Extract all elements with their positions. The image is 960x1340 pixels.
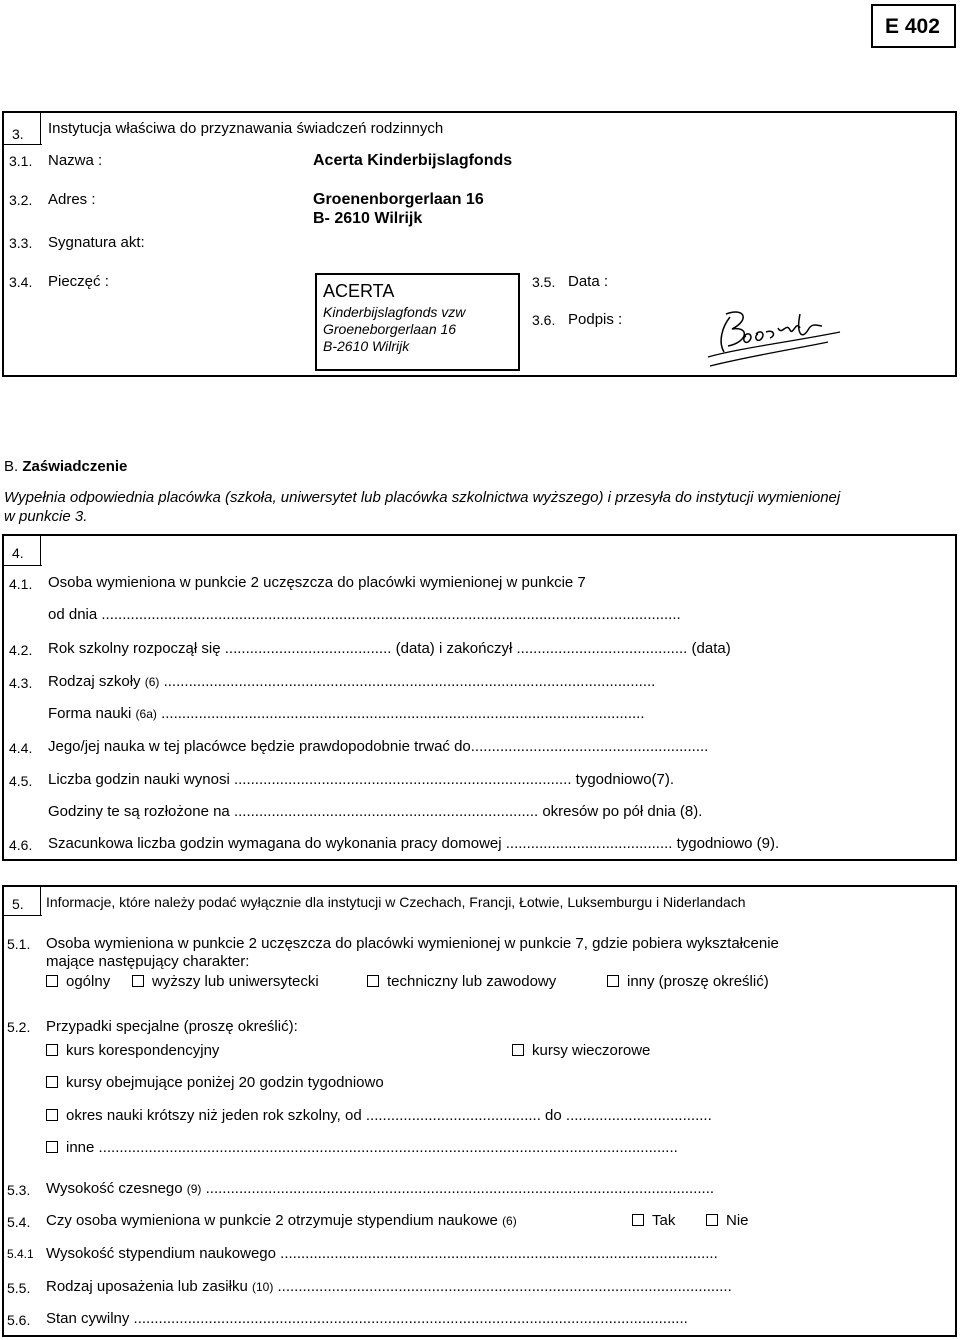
option-general-label: ogólny xyxy=(66,973,111,990)
row-5-6-text[interactable]: Stan cywilny ..................................................................................................................................... xyxy=(46,1310,688,1327)
row-5-3-line[interactable] xyxy=(46,1180,714,1197)
row-5-5-num: 5.5. xyxy=(7,1280,31,1296)
date-num: 3.5. xyxy=(532,274,556,290)
address-label: Adres : xyxy=(48,191,96,208)
option-no-label: Nie xyxy=(726,1212,749,1229)
section-b-heading xyxy=(4,458,127,475)
row-5-4-text: Czy osoba wymieniona w punkcie 2 otrzymuje stypendium naukowe xyxy=(46,1212,498,1229)
row-4-1-from-date[interactable]: od dnia ........................................................................................................................................... xyxy=(48,606,681,623)
option-evening[interactable] xyxy=(512,1042,650,1059)
row-5-4-1-text[interactable]: Wysokość stypendium naukowego ......................................................................................................... xyxy=(46,1245,718,1262)
option-yes-label: Tak xyxy=(652,1212,676,1229)
option-evening-label: kursy wieczorowe xyxy=(532,1042,651,1059)
option-technical[interactable] xyxy=(367,973,556,990)
section-b-instruction-2: w punkcie 3. xyxy=(4,508,88,525)
row-5-3-ref: (9) xyxy=(186,1182,202,1196)
stamp-label: Pieczęć : xyxy=(48,273,109,290)
option-other[interactable] xyxy=(607,973,769,990)
name-num: 3.1. xyxy=(9,153,33,169)
row-4-5b-text[interactable]: Godziny te są rozłożone na ......................................................................... okresów po pół dnia (8). xyxy=(48,803,703,820)
row-4-3b-line[interactable] xyxy=(48,705,645,722)
option-higher[interactable] xyxy=(132,973,319,990)
option-inne-label: inne ........................................................................................................................................... xyxy=(66,1139,678,1156)
row-5-5-ref: (10) xyxy=(251,1280,274,1294)
row-4-6-text[interactable]: Szacunkowa liczba godzin wymagana do wykonania pracy domowej ........................................ tygodniowo (9). xyxy=(48,835,780,852)
name-label: Nazwa : xyxy=(48,152,103,169)
option-higher-label: wyższy lub uniwersytecki xyxy=(152,973,319,990)
stamp-box xyxy=(315,273,520,371)
row-5-5-dots: ............................................................................................................. xyxy=(277,1278,732,1295)
checkbox[interactable] xyxy=(46,1109,58,1121)
section-3-number: 3. xyxy=(12,126,24,142)
section-3-title-divider xyxy=(2,144,42,145)
stamp-line-3: Groeneborgerlaan 16 xyxy=(323,321,457,337)
checkbox[interactable] xyxy=(706,1214,718,1226)
name-value: Acerta Kinderbijslagfonds xyxy=(313,152,513,169)
signature-image xyxy=(700,302,845,372)
row-4-2-text[interactable]: Rok szkolny rozpoczął się ........................................ (data) i zakończył ......................................... (data) xyxy=(48,640,731,657)
row-4-1-num: 4.1. xyxy=(9,576,33,592)
checkbox[interactable] xyxy=(46,1044,58,1056)
option-under-20-label: kursy obejmujące poniżej 20 godzin tygodniowo xyxy=(66,1074,384,1091)
row-5-3-text: Wysokość czesnego xyxy=(46,1180,183,1197)
section-3-title: Instytucja właściwa do przyznawania świadczeń rodzinnych xyxy=(48,120,444,137)
address-line-1: Groenenborgerlaan 16 xyxy=(313,191,484,208)
stamp-num: 3.4. xyxy=(9,274,33,290)
row-4-3b-ref: (6a) xyxy=(135,707,157,721)
row-5-5-line[interactable] xyxy=(46,1278,732,1295)
checkbox[interactable] xyxy=(46,1076,58,1088)
row-4-1-text: Osoba wymieniona w punkcie 2 uczęszcza do placówki wymienionej w punkcie 7 xyxy=(48,574,586,591)
row-4-3-num: 4.3. xyxy=(9,675,33,691)
section-4-num-divider xyxy=(40,534,41,565)
checkbox[interactable] xyxy=(46,975,58,987)
reference-num: 3.3. xyxy=(9,235,33,251)
option-yes[interactable] xyxy=(632,1212,675,1229)
stamp-line-2: Kinderbijslagfonds vzw xyxy=(323,304,466,320)
signature-num: 3.6. xyxy=(532,312,556,328)
section-4-title-divider xyxy=(2,565,42,566)
row-5-1-num: 5.1. xyxy=(7,936,31,952)
option-inne[interactable] xyxy=(46,1139,678,1156)
section-5-number: 5. xyxy=(12,896,24,912)
row-5-1-text-1: Osoba wymieniona w punkcie 2 uczęszcza do placówki wymienionej w punkcie 7, gdzie pobiera wykształcenie xyxy=(46,935,779,952)
row-4-4-text[interactable]: Jego/jej nauka w tej placówce będzie prawdopodobnie trwać do......................................................... xyxy=(48,738,709,755)
form-code: E 402 xyxy=(885,15,940,38)
row-5-4-num: 5.4. xyxy=(7,1214,31,1230)
checkbox[interactable] xyxy=(132,975,144,987)
checkbox[interactable] xyxy=(512,1044,524,1056)
checkbox[interactable] xyxy=(632,1214,644,1226)
row-5-3-num: 5.3. xyxy=(7,1182,31,1198)
option-no[interactable] xyxy=(706,1212,749,1229)
row-4-3-line[interactable] xyxy=(48,673,655,690)
row-5-3-dots: .......................................................................................................................... xyxy=(205,1180,715,1197)
option-technical-label: techniczny lub zawodowy xyxy=(387,973,557,990)
row-4-3-dots: ...................................................................................................................... xyxy=(163,673,656,690)
stamp-line-1: ACERTA xyxy=(323,281,395,301)
row-4-5-num: 4.5. xyxy=(9,773,33,789)
option-general[interactable] xyxy=(46,973,110,990)
row-4-3b-text: Forma nauki xyxy=(48,705,132,722)
row-5-5-text: Rodzaj uposażenia lub zasiłku xyxy=(46,1278,248,1295)
row-4-4-num: 4.4. xyxy=(9,740,33,756)
date-label: Data : xyxy=(568,273,609,290)
section-3-num-divider xyxy=(40,111,41,144)
option-correspondence[interactable] xyxy=(46,1042,219,1059)
section-b-instruction-1: Wypełnia odpowiednia placówka (szkoła, uniwersytet lub placówka szkolnictwa wyższego) i przesyła do instytucji wymienionej xyxy=(4,489,841,506)
section-5-title-divider xyxy=(2,915,42,916)
section-5-num-divider xyxy=(40,885,41,915)
row-4-5-text[interactable]: Liczba godzin nauki wynosi ................................................................................. tygodniowo(7). xyxy=(48,771,675,788)
row-5-6-num: 5.6. xyxy=(7,1312,31,1328)
section-b-letter: B. xyxy=(4,458,19,475)
stamp-line-4: B-2610 Wilrijk xyxy=(323,338,410,354)
address-num: 3.2. xyxy=(9,192,33,208)
checkbox[interactable] xyxy=(607,975,619,987)
row-4-3b-dots: .................................................................................................................... xyxy=(161,705,645,722)
row-4-2-num: 4.2. xyxy=(9,642,33,658)
row-5-4-line xyxy=(46,1212,517,1229)
row-5-2-num: 5.2. xyxy=(7,1019,31,1035)
option-correspondence-label: kurs korespondencyjny xyxy=(66,1042,220,1059)
option-shorter-label: okres nauki krótszy niż jeden rok szkolny, od .......................................... do ................................... xyxy=(66,1107,712,1124)
option-other-label: inny (proszę określić) xyxy=(627,973,769,990)
section-4-number: 4. xyxy=(12,545,24,561)
checkbox[interactable] xyxy=(367,975,379,987)
checkbox[interactable] xyxy=(46,1141,58,1153)
row-4-3-text: Rodzaj szkoły xyxy=(48,673,141,690)
option-under-20[interactable] xyxy=(46,1074,384,1091)
row-5-1-text-2: mające następujący charakter: xyxy=(46,953,250,970)
row-4-3-ref: (6) xyxy=(144,675,160,689)
signature-label: Podpis : xyxy=(568,311,623,328)
option-shorter[interactable] xyxy=(46,1107,712,1124)
row-5-4-ref: (6) xyxy=(502,1214,517,1228)
form-code-box xyxy=(871,4,956,48)
section-b-title: Zaświadczenie xyxy=(22,458,128,475)
row-5-4-1-num: 5.4.1 xyxy=(7,1247,34,1261)
address-line-2: B- 2610 Wilrijk xyxy=(313,210,423,227)
section-5-title: Informacje, które należy podać wyłącznie dla instytucji w Czechach, Francji, Łotwie, Luksemburgu i Niderlandach xyxy=(46,894,746,910)
row-5-2-text: Przypadki specjalne (proszę określić): xyxy=(46,1018,298,1035)
row-4-6-num: 4.6. xyxy=(9,837,33,853)
reference-label: Sygnatura akt: xyxy=(48,234,145,251)
